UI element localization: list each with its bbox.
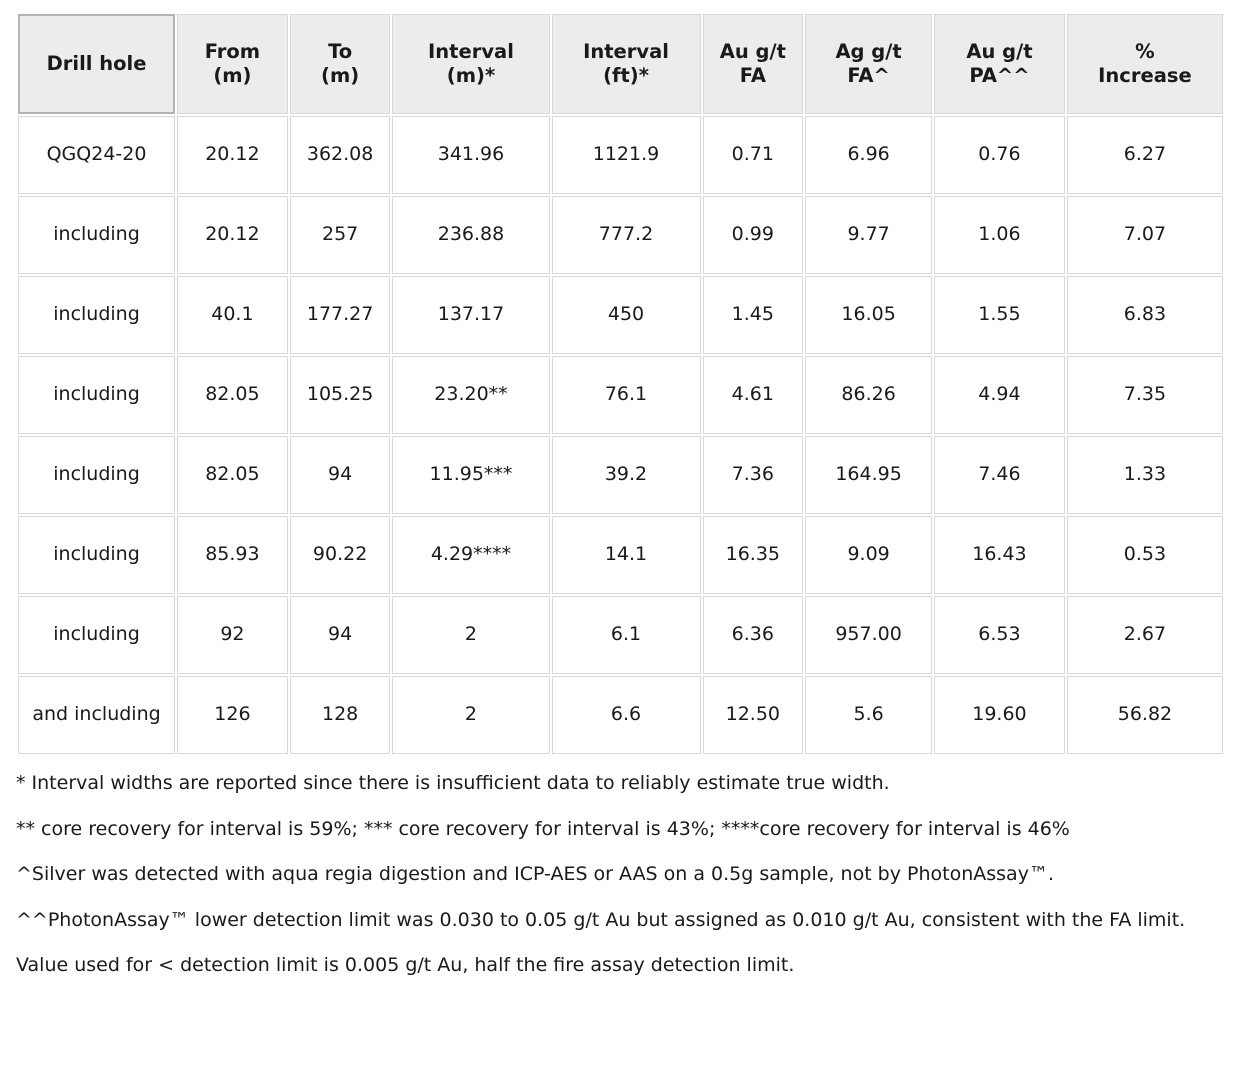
cell-from-m: 126 (177, 676, 288, 754)
column-header-to-m (290, 14, 391, 114)
column-header-to-m-line2: (m) (321, 64, 360, 87)
column-header-ag-fa (805, 14, 932, 114)
cell-from-m: 82.05 (177, 436, 288, 514)
cell-interval-m: 23.20** (392, 356, 549, 434)
cell-au-pa: 1.55 (934, 276, 1065, 354)
cell-au-fa: 6.36 (703, 596, 804, 674)
cell-interval-m: 137.17 (392, 276, 549, 354)
cell-au-pa: 1.06 (934, 196, 1065, 274)
cell-percent-increase: 7.07 (1067, 196, 1223, 274)
cell-ag-fa: 6.96 (805, 116, 932, 194)
column-header-percent-increase (1067, 14, 1223, 114)
cell-percent-increase: 6.83 (1067, 276, 1223, 354)
cell-interval-m: 2 (392, 596, 549, 674)
column-header-au-fa-line2: FA (739, 64, 766, 87)
cell-drill-hole: QGQ24-20 (18, 116, 175, 194)
cell-percent-increase: 2.67 (1067, 596, 1223, 674)
cell-interval-m: 11.95*** (392, 436, 549, 514)
cell-au-fa: 4.61 (703, 356, 804, 434)
column-header-drill-hole (18, 14, 175, 114)
cell-from-m: 85.93 (177, 516, 288, 594)
table-header (18, 14, 1223, 114)
cell-au-fa: 7.36 (703, 436, 804, 514)
table-row (18, 356, 1223, 434)
cell-from-m: 40.1 (177, 276, 288, 354)
column-header-from-m-line2: (m) (213, 64, 252, 87)
column-header-ag-fa-line2: FA^ (847, 64, 890, 87)
cell-interval-ft: 1121.9 (552, 116, 701, 194)
column-header-percent-increase-line1: % (1135, 39, 1155, 63)
table-row (18, 196, 1223, 274)
cell-au-pa: 19.60 (934, 676, 1065, 754)
footnote-silver-method: ^Silver was detected with aqua regia digestion and ICP-AES or AAS on a 0.5g sample, not by PhotonAssay™. (16, 863, 1054, 886)
cell-drill-hole: including (18, 436, 175, 514)
column-header-percent-increase-line2: Increase (1098, 64, 1192, 87)
cell-au-pa: 7.46 (934, 436, 1065, 514)
column-header-interval-m-line2: (m)* (446, 64, 496, 87)
cell-ag-fa: 164.95 (805, 436, 932, 514)
column-header-interval-m-line1: Interval (428, 39, 514, 63)
cell-drill-hole: and including (18, 676, 175, 754)
cell-au-pa: 0.76 (934, 116, 1065, 194)
cell-to-m: 90.22 (290, 516, 391, 594)
cell-percent-increase: 1.33 (1067, 436, 1223, 514)
footnote-photonassay-detection-limit: ^^PhotonAssay™ lower detection limit was 0.030 to 0.05 g/t Au but assigned as 0.010 g/t Au, consistent with the FA limit. (16, 908, 1186, 931)
cell-au-fa: 0.71 (703, 116, 804, 194)
cell-interval-m: 236.88 (392, 196, 549, 274)
cell-ag-fa: 957.00 (805, 596, 932, 674)
cell-au-fa: 1.45 (703, 276, 804, 354)
cell-interval-ft: 777.2 (552, 196, 701, 274)
cell-to-m: 257 (290, 196, 391, 274)
cell-drill-hole: including (18, 196, 175, 274)
cell-au-fa: 12.50 (703, 676, 804, 754)
cell-to-m: 94 (290, 436, 391, 514)
table-row (18, 676, 1223, 754)
cell-interval-ft: 6.1 (552, 596, 701, 674)
cell-drill-hole: including (18, 276, 175, 354)
table-row (18, 596, 1223, 674)
column-header-interval-ft-line1: Interval (583, 39, 669, 63)
column-header-from-m (177, 14, 288, 114)
footnote-detection-limit-value: Value used for < detection limit is 0.005 g/t Au, half the fire assay detection limit. (16, 954, 795, 977)
column-header-au-pa-line1: Au g/t (966, 39, 1033, 63)
cell-drill-hole: including (18, 596, 175, 674)
cell-interval-ft: 450 (552, 276, 701, 354)
column-header-drill-hole-line1: Drill hole (46, 51, 147, 75)
table-body (18, 116, 1223, 754)
cell-from-m: 20.12 (177, 196, 288, 274)
cell-interval-ft: 39.2 (552, 436, 701, 514)
footnote-core-recovery: ** core recovery for interval is 59%; *** core recovery for interval is 43%; ****core recovery for interval is 46% (16, 817, 1070, 840)
table-row (18, 116, 1223, 194)
cell-percent-increase: 0.53 (1067, 516, 1223, 594)
cell-interval-ft: 6.6 (552, 676, 701, 754)
cell-au-fa: 16.35 (703, 516, 804, 594)
column-header-au-pa-line2: PA^^ (969, 64, 1030, 87)
cell-to-m: 94 (290, 596, 391, 674)
column-header-au-fa-line1: Au g/t (719, 39, 786, 63)
cell-au-fa: 0.99 (703, 196, 804, 274)
cell-percent-increase: 7.35 (1067, 356, 1223, 434)
column-header-to-m-line1: To (328, 39, 353, 63)
column-header-interval-m (392, 14, 549, 114)
cell-interval-m: 341.96 (392, 116, 549, 194)
cell-ag-fa: 9.77 (805, 196, 932, 274)
cell-au-pa: 4.94 (934, 356, 1065, 434)
cell-ag-fa: 16.05 (805, 276, 932, 354)
column-header-interval-ft (552, 14, 701, 114)
column-header-from-m-line1: From (204, 39, 261, 63)
cell-au-pa: 6.53 (934, 596, 1065, 674)
cell-ag-fa: 5.6 (805, 676, 932, 754)
column-header-interval-ft-line2: (ft)* (603, 64, 649, 87)
table-row (18, 436, 1223, 514)
cell-ag-fa: 9.09 (805, 516, 932, 594)
table-footnotes (16, 770, 1225, 980)
cell-ag-fa: 86.26 (805, 356, 932, 434)
cell-from-m: 92 (177, 596, 288, 674)
cell-percent-increase: 6.27 (1067, 116, 1223, 194)
cell-to-m: 128 (290, 676, 391, 754)
cell-from-m: 82.05 (177, 356, 288, 434)
cell-percent-increase: 56.82 (1067, 676, 1223, 754)
column-header-ag-fa-line1: Ag g/t (835, 39, 902, 63)
table-row (18, 276, 1223, 354)
table-header-row (18, 14, 1223, 114)
cell-interval-m: 2 (392, 676, 549, 754)
table-row (18, 516, 1223, 594)
cell-interval-m: 4.29**** (392, 516, 549, 594)
cell-to-m: 105.25 (290, 356, 391, 434)
cell-au-pa: 16.43 (934, 516, 1065, 594)
cell-interval-ft: 76.1 (552, 356, 701, 434)
column-header-au-pa (934, 14, 1065, 114)
cell-to-m: 177.27 (290, 276, 391, 354)
footnote-interval-widths: * Interval widths are reported since there is insufficient data to reliably estimate true width. (16, 772, 890, 794)
column-header-au-fa (703, 14, 804, 114)
drill-results-table (16, 12, 1225, 756)
cell-drill-hole: including (18, 516, 175, 594)
cell-from-m: 20.12 (177, 116, 288, 194)
cell-interval-ft: 14.1 (552, 516, 701, 594)
cell-to-m: 362.08 (290, 116, 391, 194)
cell-drill-hole: including (18, 356, 175, 434)
